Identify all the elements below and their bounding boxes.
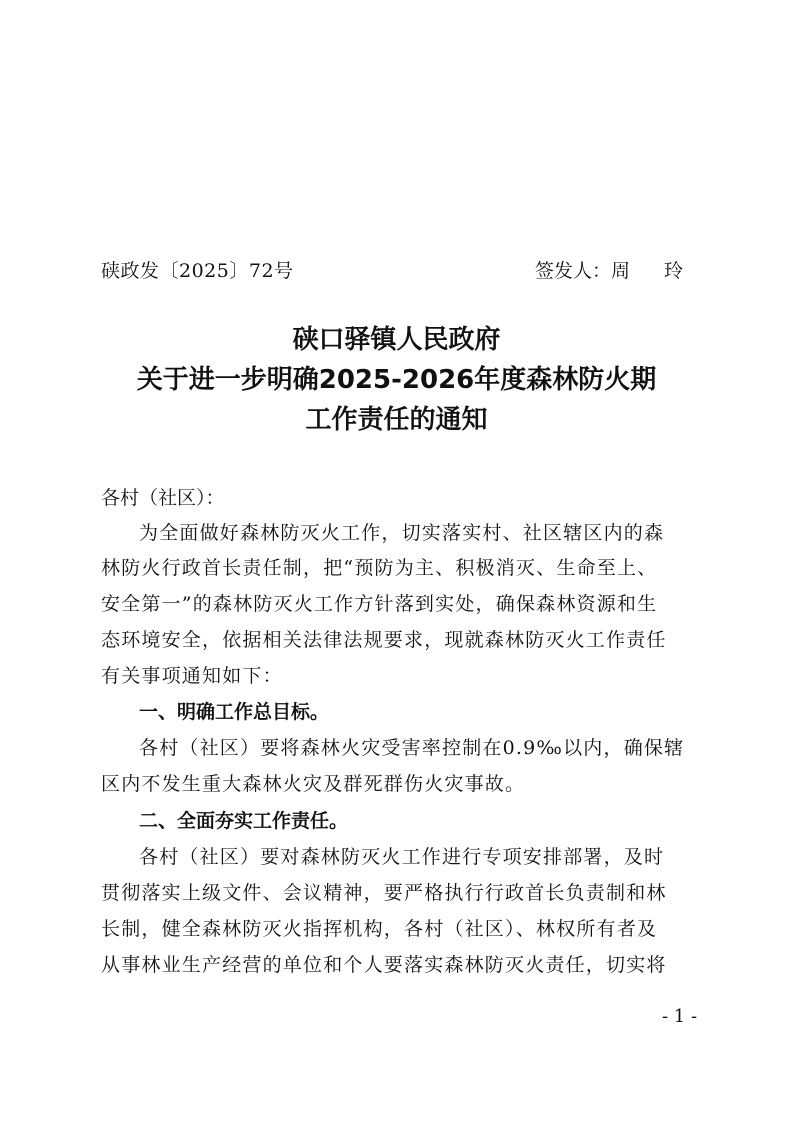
signer-name: 周 玲 <box>611 260 698 282</box>
salutation: 各村（社区）： <box>101 487 225 509</box>
intro-line-5: 有关事项通知如下： <box>101 665 283 687</box>
section-1-line-1: 各村（社区）要将森林火灾受害率控制在0.9‰以内，确保辖 <box>139 737 685 759</box>
intro-line-2: 林防火行政首长责任制，把“预防为主、积极消灭、生命至上、 <box>101 557 658 579</box>
section-2-heading: 二、全面夯实工作责任。 <box>139 810 349 832</box>
document-number: 硖政发〔2025〕72号 <box>101 260 294 282</box>
section-2-line-3: 长制，健全森林防灭火指挥机构，各村（社区）、林权所有者及 <box>101 918 658 940</box>
title-line-1: 硖口驿镇人民政府 <box>292 325 501 355</box>
title-line-2: 关于进一步明确2025-2026年度森林防火期 <box>136 365 657 395</box>
intro-line-4: 态环境安全，依据相关法律法规要求，现就森林防灭火工作责任 <box>101 629 667 651</box>
intro-line-3: 安全第一”的森林防灭火工作方针落到实处，确保森林资源和生 <box>101 593 658 615</box>
section-1-line-2: 区内不发生重大森林火灾及群死群伤火灾事故。 <box>101 773 526 795</box>
document-title <box>0 320 793 440</box>
title-line-3: 工作责任的通知 <box>305 405 488 435</box>
section-2-line-2: 贯彻落实上级文件、会议精神，要严格执行行政首长负责制和林 <box>101 882 667 904</box>
section-1-heading: 一、明确工作总目标。 <box>139 701 330 723</box>
signer <box>535 256 697 283</box>
section-2-line-4: 从事林业生产经营的单位和个人要落实森林防灭火责任，切实将 <box>101 954 667 976</box>
signer-label: 签发人： <box>535 260 612 282</box>
intro-line-1: 为全面做好森林防灭火工作，切实落实村、社区辖区内的森 <box>139 522 665 544</box>
page-number: - 1 - <box>662 1006 698 1027</box>
section-2-line-1: 各村（社区）要对森林防灭火工作进行专项安排部署，及时 <box>139 846 665 868</box>
